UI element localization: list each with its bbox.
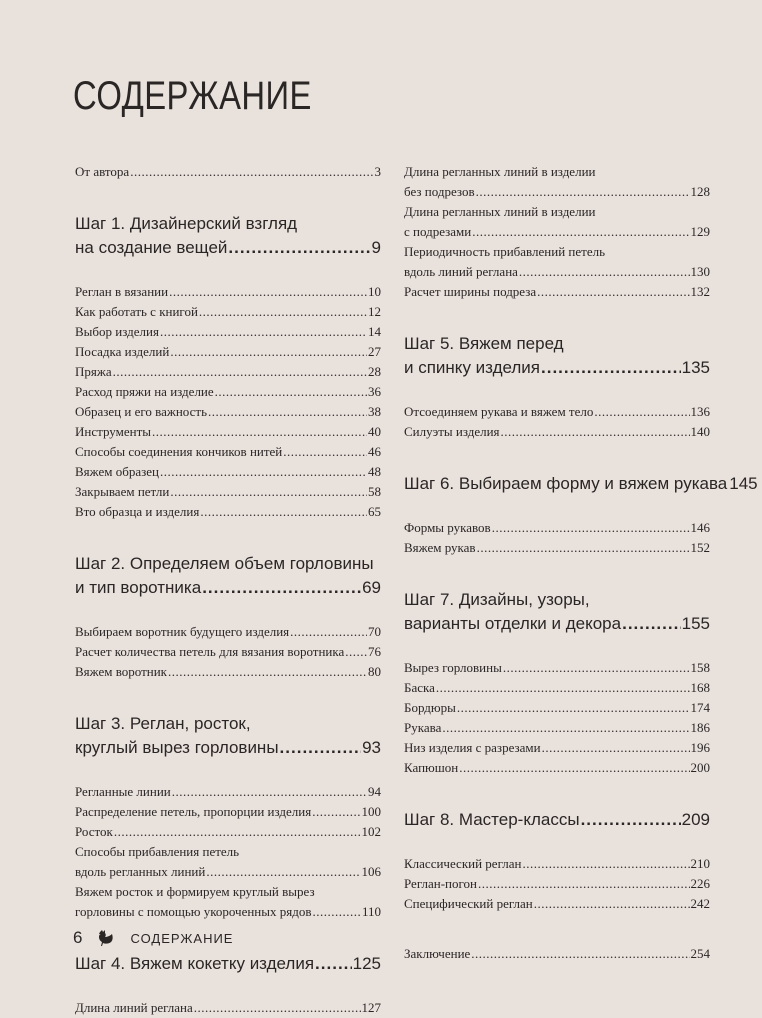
toc-section-step1 bbox=[75, 212, 381, 522]
toc-entry[interactable]: Низ изделия с разрезами ..... 196 bbox=[404, 738, 710, 758]
step8-items bbox=[404, 854, 710, 914]
toc-entry[interactable]: без подрезов ..... 128 bbox=[404, 182, 710, 202]
toc-entry[interactable]: горловины с помощью укороченных рядов ..... 110 bbox=[75, 902, 381, 922]
toc-entry[interactable]: Баска ..... 168 bbox=[404, 678, 710, 698]
step1-items bbox=[75, 282, 381, 522]
section-heading[interactable]: Шаг 1. Дизайнерский взгляд bbox=[75, 214, 298, 233]
toc-entry-intro[interactable]: От автора ..... 3 bbox=[75, 162, 381, 182]
toc-entry[interactable]: вдоль регланных линий ..... 106 bbox=[75, 862, 381, 882]
toc-right-column bbox=[404, 162, 758, 964]
toc-entry[interactable]: Расчет ширины подреза ..... 132 bbox=[404, 282, 710, 302]
toc-section-step8 bbox=[404, 808, 710, 914]
toc-section-step7 bbox=[404, 588, 710, 778]
section-heading[interactable]: варианты отделки и декора ..... 155 bbox=[404, 612, 710, 636]
section-heading[interactable]: Шаг 2. Определяем объем горловины bbox=[75, 554, 374, 573]
toc-entry[interactable]: Как работать с книгой ..... 12 bbox=[75, 302, 381, 322]
toc-entry[interactable]: Расчет количества петель для вязания воротника ..... 76 bbox=[75, 642, 381, 662]
toc-entry[interactable]: Выбор изделия ..... 14 bbox=[75, 322, 381, 342]
section-heading[interactable]: Шаг 3. Реглан, росток, bbox=[75, 714, 251, 733]
toc-entry[interactable]: Вяжем образец ..... 48 bbox=[75, 462, 381, 482]
toc-entry[interactable]: Классический реглан ..... 210 bbox=[404, 854, 710, 874]
page-number: 6 bbox=[73, 928, 83, 947]
toc-section-step3 bbox=[75, 712, 381, 922]
toc-entry[interactable]: Пряжа ..... 28 bbox=[75, 362, 381, 382]
footer-label: СОДЕРЖАНИЕ bbox=[130, 930, 234, 946]
toc-entry[interactable]: Вырез горловины ..... 158 bbox=[404, 658, 710, 678]
toc-entry[interactable]: Выбираем воротник будущего изделия ..... 70 bbox=[75, 622, 381, 642]
toc-entry[interactable]: Силуэты изделия ..... 140 bbox=[404, 422, 710, 442]
toc-entry[interactable]: Вяжем росток и формируем круглый вырез bbox=[75, 884, 315, 899]
step7-items bbox=[404, 658, 710, 778]
section-heading[interactable]: Шаг 8. Мастер-классы ..... 209 bbox=[404, 808, 710, 832]
section-heading[interactable]: круглый вырез горловины ..... 93 bbox=[75, 736, 381, 760]
toc-entry[interactable]: Формы рукавов ..... 146 bbox=[404, 518, 710, 538]
toc-entry[interactable]: Инструменты ..... 40 bbox=[75, 422, 381, 442]
toc-entry[interactable]: Периодичность прибавлений петель bbox=[404, 244, 605, 259]
page-title: СОДЕРЖАНИЕ bbox=[73, 74, 312, 118]
toc-left-column bbox=[75, 162, 381, 1018]
toc-entry[interactable]: Способы прибавления петель bbox=[75, 844, 240, 859]
toc-entry[interactable]: Рукава ..... 186 bbox=[404, 718, 710, 738]
section-heading[interactable]: и спинку изделия ..... 135 bbox=[404, 356, 710, 380]
toc-entry[interactable]: Капюшон ..... 200 bbox=[404, 758, 710, 778]
step2-items bbox=[75, 622, 381, 682]
toc-entry[interactable]: Образец и его важность ..... 38 bbox=[75, 402, 381, 422]
toc-entry[interactable]: Длина регланных линий в изделии bbox=[404, 204, 596, 219]
toc-entry[interactable]: Отсоединяем рукава и вяжем тело ..... 136 bbox=[404, 402, 710, 422]
toc-entry[interactable]: Вяжем воротник ..... 80 bbox=[75, 662, 381, 682]
toc-entry[interactable]: Регланные линии ..... 94 bbox=[75, 782, 381, 802]
page-footer bbox=[73, 928, 233, 948]
toc-entry[interactable]: Длина регланных линий в изделии bbox=[404, 164, 596, 179]
toc-section-step5 bbox=[404, 332, 710, 442]
toc-section-step6 bbox=[404, 472, 758, 558]
toc-entry[interactable]: Росток ..... 102 bbox=[75, 822, 381, 842]
toc-entry[interactable]: Расход пряжи на изделие ..... 36 bbox=[75, 382, 381, 402]
toc-entry[interactable]: Посадка изделий ..... 27 bbox=[75, 342, 381, 362]
section-heading[interactable]: и тип воротника ..... 69 bbox=[75, 576, 381, 600]
step4-items bbox=[75, 998, 381, 1018]
toc-entry[interactable]: Специфический реглан ..... 242 bbox=[404, 894, 710, 914]
toc-entry[interactable]: вдоль линий реглана ..... 130 bbox=[404, 262, 710, 282]
toc-entry[interactable]: Распределение петель, пропорции изделия ..... 100 bbox=[75, 802, 381, 822]
toc-entry[interactable]: Реглан в вязании ..... 10 bbox=[75, 282, 381, 302]
section-heading[interactable]: на создание вещей ..... 9 bbox=[75, 236, 381, 260]
toc-section-step2 bbox=[75, 552, 381, 682]
toc-entry[interactable]: Реглан-погон ..... 226 bbox=[404, 874, 710, 894]
toc-section-step4 bbox=[75, 952, 381, 1018]
section-heading[interactable]: Шаг 4. Вяжем кокетку изделия ..... 125 bbox=[75, 952, 381, 976]
step3-items bbox=[75, 782, 381, 842]
section-heading[interactable]: Шаг 5. Вяжем перед bbox=[404, 334, 564, 353]
toc-entry-outro[interactable]: Заключение ..... 254 bbox=[404, 944, 710, 964]
rooster-icon bbox=[96, 928, 116, 948]
toc-section-step4-continued bbox=[404, 162, 710, 302]
step6-items bbox=[404, 518, 710, 558]
toc-entry[interactable]: Бордюры ..... 174 bbox=[404, 698, 710, 718]
toc-entry[interactable]: Закрываем петли ..... 58 bbox=[75, 482, 381, 502]
section-heading[interactable]: Шаг 7. Дизайны, узоры, bbox=[404, 590, 590, 609]
step5-items bbox=[404, 402, 710, 442]
toc-entry[interactable]: Вто образца и изделия ..... 65 bbox=[75, 502, 381, 522]
toc-entry[interactable]: Длина линий реглана ..... 127 bbox=[75, 998, 381, 1018]
toc-entry[interactable]: Способы соединения кончиков нитей ..... 46 bbox=[75, 442, 381, 462]
toc-entry[interactable]: с подрезами ..... 129 bbox=[404, 222, 710, 242]
toc-entry[interactable]: Вяжем рукав ..... 152 bbox=[404, 538, 710, 558]
section-heading[interactable]: Шаг 6. Выбираем форму и вяжем рукава 145 bbox=[404, 474, 758, 493]
